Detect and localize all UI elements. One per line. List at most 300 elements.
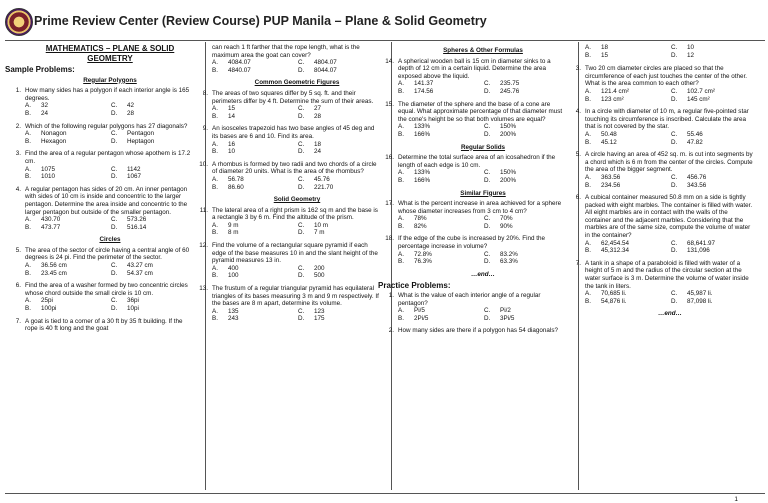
choice-value: 9 m — [228, 221, 239, 229]
choices — [585, 88, 755, 103]
choices — [398, 123, 568, 138]
choice-value: 63.3% — [500, 258, 518, 266]
question-body — [398, 101, 568, 139]
choice-value: 500 — [314, 272, 325, 280]
choice-letter: A. — [398, 123, 404, 131]
choice-value: 36pi — [127, 297, 139, 305]
question-number: 4. — [15, 185, 21, 193]
choice-letter: B. — [212, 229, 218, 237]
question-body — [585, 65, 755, 103]
question — [388, 327, 568, 335]
choice-letter: D. — [111, 305, 118, 313]
question-body — [25, 186, 195, 232]
choice-letter: A. — [25, 130, 31, 138]
choice-value: 200 — [314, 264, 325, 272]
question-number: 6. — [15, 282, 21, 290]
choices — [25, 262, 195, 277]
question — [575, 65, 755, 103]
question-text: Find the area of a washer formed by two concentric circles whose chord outside the small circle is 10 cm. — [25, 282, 188, 297]
choice-value: 68,641.97 — [687, 239, 716, 247]
choice-letter: A. — [212, 140, 218, 148]
question-number: 8. — [202, 89, 208, 97]
choice-value: Hexagon — [41, 137, 67, 145]
choice-letter: D. — [484, 314, 491, 322]
choice-value: Pi/5 — [414, 307, 425, 315]
choice-letter: D. — [111, 137, 118, 145]
choice-value: 28 — [127, 109, 135, 117]
topic-heading: Spheres & Other Formulas — [443, 47, 523, 54]
question-text: Find the area of a regular pentagon whose apothem is 17.2 cm. — [25, 150, 191, 165]
choice-letter: B. — [398, 258, 404, 266]
choice-letter: C. — [671, 87, 678, 95]
choice-value: 55.46 — [687, 130, 703, 138]
question-body — [25, 87, 195, 117]
choice-value: Nonagon — [41, 130, 67, 138]
topic-heading: Common Geometric Figures — [254, 79, 340, 87]
question — [15, 122, 195, 146]
choice-value: 27 — [314, 105, 322, 113]
question-number: 2. — [388, 327, 394, 335]
choice-letter: D. — [298, 183, 305, 191]
choice-value: 3Pi/5 — [500, 314, 515, 322]
choice-letter: A. — [585, 87, 591, 95]
choice-value: 86.60 — [228, 183, 244, 191]
question-text: A circle having an area of 452 sq. m. is cut into segments by a chord which is 6 m from the center of the circles. Compute the area of the bigger segment. — [585, 151, 753, 174]
choice-value: 141.37 — [414, 80, 434, 88]
topic-heading: Solid Geometry — [273, 196, 321, 204]
question-text: The areas of two squares differ by 5 sq. ft. and their perimeters differ by 4 ft. Determine the sum of their areas. — [212, 89, 374, 105]
choice-letter: C. — [671, 290, 678, 298]
question-continued: can reach 1 ft farther that the rope length, what is the maximum area the goat can cover? — [212, 44, 360, 59]
choice-letter: C. — [671, 130, 678, 138]
question-body — [25, 123, 195, 146]
choice-value: 10 — [228, 148, 236, 156]
choice-value: 72.8% — [414, 250, 432, 258]
question-text: The lateral area of a right prism is 162 sq m and the base is a rectangle 3 by 6 m. Find the altitude of the prism. — [212, 206, 378, 222]
choice-letter: D. — [111, 173, 118, 181]
choice-letter: C. — [298, 175, 305, 183]
choices — [585, 174, 755, 189]
choices — [585, 44, 755, 59]
choice-letter: C. — [484, 250, 491, 258]
choice-letter: C. — [111, 262, 118, 270]
question — [15, 185, 195, 232]
choice-value: 133% — [414, 123, 431, 131]
question-text: The area of the sector of circle having a central angle of 60 degrees is 24 pi. Find the perimeter of the sector. — [25, 246, 190, 262]
question-body — [212, 125, 382, 155]
question-number: 2. — [15, 122, 21, 130]
choices — [25, 297, 195, 312]
choice-letter: C. — [484, 215, 491, 223]
choice-value: 18 — [601, 44, 609, 51]
choice-letter: A. — [585, 239, 591, 247]
question-body — [212, 242, 382, 280]
choice-letter: A. — [25, 165, 31, 173]
page-number: 1 — [734, 496, 738, 503]
question-text: In a circle with diameter of 10 m, a regular five-pointed star touching its circumference is inscribed. Calculate the area that is not covered by the star. — [585, 108, 749, 131]
choice-value: 200% — [500, 176, 517, 184]
choice-value: 24 — [314, 148, 322, 156]
choice-letter: A. — [25, 102, 31, 110]
choice-letter: D. — [484, 130, 491, 138]
question-number: 10. — [199, 160, 208, 168]
choice-letter: C. — [298, 221, 305, 229]
choice-value: 400 — [228, 264, 239, 272]
question — [575, 151, 755, 189]
choice-letter: D. — [111, 223, 118, 231]
question — [385, 235, 568, 266]
choice-letter: B. — [25, 269, 31, 277]
topic-heading: Regular Solids — [460, 143, 506, 151]
choice-letter: C. — [298, 307, 305, 315]
choices — [25, 166, 195, 181]
choice-letter: B. — [212, 148, 218, 156]
choice-value: 133% — [414, 169, 431, 177]
choice-letter: B. — [585, 51, 591, 59]
choice-value: 25pi — [41, 297, 53, 305]
choice-value: 245.76 — [500, 87, 520, 95]
choice-value: 62,454.54 — [601, 239, 630, 247]
choice-letter: C. — [484, 169, 491, 177]
choice-value: 243 — [228, 315, 239, 323]
choice-value: 573.26 — [127, 216, 147, 224]
footer-divider — [5, 493, 765, 494]
question-body — [585, 108, 755, 146]
choices — [585, 131, 755, 146]
choice-letter: C. — [484, 80, 491, 88]
question-number: 18. — [385, 235, 394, 243]
choice-value: 234.56 — [601, 181, 621, 189]
choice-value: 23.45 cm — [41, 269, 67, 277]
choice-value: 14 — [228, 112, 236, 120]
question-text: The frustum of a regular triangular pyramid has equilateral triangles of its bases measuring 3 m and 9 m respectively. If the bases are 8 m apart, determine its volume. — [212, 285, 379, 308]
question — [199, 242, 382, 280]
question — [575, 194, 755, 255]
question-number: 5. — [15, 246, 21, 254]
choice-letter: A. — [585, 173, 591, 181]
question — [199, 160, 382, 191]
column-3 — [378, 44, 568, 340]
choice-letter: B. — [585, 181, 591, 189]
subject-title: MATHEMATICS – PLANE & SOLID — [45, 44, 175, 53]
question-body — [212, 207, 382, 237]
question-body — [398, 235, 568, 265]
choice-letter: D. — [298, 229, 305, 237]
choice-letter: D. — [671, 247, 678, 255]
choice-value: 83.2% — [500, 250, 518, 258]
choice-value: 56.78 — [228, 175, 244, 183]
choice-value: 24 — [41, 109, 49, 117]
choices — [585, 290, 755, 305]
choice-value: 166% — [414, 130, 431, 138]
choice-letter: C. — [484, 307, 491, 315]
choice-value: 221.70 — [314, 183, 334, 191]
choice-letter: A. — [398, 80, 404, 88]
topic-heading: Similar Figures — [460, 189, 506, 197]
choice-letter: C. — [298, 140, 305, 148]
question-number: 3. — [575, 65, 581, 73]
choice-value: Pentagon — [127, 130, 154, 138]
choices — [25, 130, 195, 145]
question-body — [25, 150, 195, 180]
choice-value: 150% — [500, 123, 517, 131]
choice-letter: C. — [111, 102, 118, 110]
choice-letter: D. — [298, 148, 305, 156]
choice-letter: B. — [212, 183, 218, 191]
column-2 — [199, 44, 382, 328]
choice-value: 45,312.34 — [601, 247, 630, 255]
choice-value: 1142 — [127, 165, 141, 173]
choice-letter: A. — [585, 44, 591, 51]
choice-letter: D. — [671, 138, 678, 146]
choice-value: Heptagon — [127, 137, 155, 145]
choice-value: 28 — [314, 112, 322, 120]
choice-letter: C. — [671, 173, 678, 181]
choice-letter: D. — [484, 87, 491, 95]
choice-letter: A. — [212, 264, 218, 272]
choice-value: 100 — [228, 272, 239, 280]
choice-value: 7 m — [314, 229, 325, 237]
choice-letter: C. — [111, 297, 118, 305]
choice-value: 102.7 cm² — [687, 87, 715, 95]
choice-letter: C. — [111, 165, 118, 173]
choice-letter: B. — [25, 137, 31, 145]
question-text: An isosceles trapezoid has two base angles of 45 deg and its bases are 6 and 10. Find its area. — [212, 125, 375, 140]
question-body — [585, 151, 755, 189]
choice-value: 150% — [500, 169, 517, 177]
question — [15, 87, 195, 117]
question-text: A tank in a shape of a paraboloid is filled with water of a height of 5 m and the radius of the circular section at the water surface is 3 m. Determine the volume of water inside the tank in liters. — [585, 259, 749, 290]
question-body — [398, 58, 568, 96]
choices — [212, 308, 382, 323]
choice-letter: C. — [298, 264, 305, 272]
choice-value: 45,987 li. — [687, 290, 713, 298]
question-text: What is the value of each interior angle of a regular pentagon? — [398, 292, 541, 307]
choice-letter: D. — [671, 51, 678, 59]
choice-value: 473.77 — [41, 223, 61, 231]
choice-value: 70% — [500, 215, 513, 223]
choice-letter: C. — [671, 44, 678, 51]
choice-letter: D. — [671, 95, 678, 103]
choice-letter: A. — [398, 250, 404, 258]
question-number: 12. — [199, 242, 208, 250]
choice-letter: B. — [398, 87, 404, 95]
question — [15, 150, 195, 181]
question — [202, 125, 382, 156]
choice-value: 90% — [500, 222, 513, 230]
choice-value: 4840.07 — [228, 66, 251, 74]
choice-value: Pi/2 — [500, 307, 511, 315]
choices — [212, 222, 382, 237]
question-number: 4. — [575, 108, 581, 116]
choice-letter: A. — [212, 105, 218, 113]
section-heading: Practice Problems: — [378, 281, 451, 291]
choice-letter: B. — [25, 173, 31, 181]
choice-letter: C. — [111, 216, 118, 224]
choices — [212, 265, 382, 280]
question-text: The diameter of the sphere and the base of a cone are equal. What approximate percentage of that diameter must the cone's height be so that both volumes are equal? — [398, 100, 563, 123]
choice-letter: C. — [111, 130, 118, 138]
choice-letter: A. — [585, 130, 591, 138]
question-text: A regular pentagon has sides of 20 cm. An inner pentagon with sides of 10 cm is inside and concentric to the larger pentagon. Determine the area inside and concentric to the larger pentagon but outside of the smaller pentagon. — [25, 185, 188, 216]
choice-value: 70,685 li. — [601, 290, 627, 298]
question-text: Determine the total surface area of an icosahedron if the length of each edge is 10 cm. — [398, 154, 556, 169]
choice-value: 78% — [414, 215, 427, 223]
choice-value: 15 — [601, 51, 609, 59]
choice-letter: C. — [671, 239, 678, 247]
choice-letter: D. — [298, 66, 305, 74]
question-body — [585, 260, 755, 306]
choice-value: 18 — [314, 140, 322, 148]
choice-letter: B. — [25, 223, 31, 231]
question-body — [212, 90, 382, 120]
question-body — [25, 282, 195, 312]
question-number: 1. — [15, 87, 21, 95]
choice-letter: D. — [671, 297, 678, 305]
subject-title-2: GEOMETRY — [87, 54, 133, 63]
question-body — [398, 200, 568, 230]
question-body — [398, 154, 568, 184]
choice-letter: D. — [298, 112, 305, 120]
question-text: How many sides has a polygon if each interior angle is 165 degrees. — [25, 87, 190, 102]
choice-letter: A. — [398, 215, 404, 223]
choice-value: 166% — [414, 176, 431, 184]
choice-value: 54,876 li. — [601, 297, 627, 305]
question-body — [585, 194, 755, 255]
choice-value: 50.48 — [601, 130, 617, 138]
choice-letter: B. — [585, 297, 591, 305]
choice-value: 200% — [500, 130, 517, 138]
question-number: 15. — [385, 100, 394, 108]
choice-value: 1067 — [127, 173, 142, 181]
choice-letter: B. — [585, 138, 591, 146]
choices — [212, 176, 382, 191]
question — [199, 206, 382, 237]
choice-letter: A. — [212, 175, 218, 183]
choice-value: 8 m — [228, 229, 239, 237]
school-seal-icon — [5, 8, 33, 36]
question-body — [212, 285, 382, 323]
choices — [398, 80, 568, 95]
choice-value: 10pi — [127, 305, 139, 313]
choice-letter: D. — [111, 269, 118, 277]
choice-letter: B. — [212, 66, 218, 74]
choice-value: 45.12 — [601, 138, 617, 146]
question — [575, 259, 755, 306]
choice-value: 82% — [414, 222, 427, 230]
question-text: A spherical wooden ball is 15 cm in diameter sinks to a depth of 12 cm in a certain liquid. Determine the area exposed above the liquid. — [398, 57, 551, 80]
question-text: How many sides are there if a polygon has 54 diagonals? — [398, 327, 558, 335]
choices — [212, 141, 382, 156]
choice-value: 100pi — [41, 305, 57, 313]
choice-value: 4084.07 — [228, 59, 251, 67]
choice-value: 76.3% — [414, 258, 432, 266]
choice-value: 10 — [687, 44, 695, 51]
choice-value: 43.27 cm — [127, 262, 153, 270]
question-number: 16. — [385, 154, 394, 162]
question-body — [398, 292, 568, 322]
question — [385, 154, 568, 184]
question-text: Which of the following regular polygons has 27 diagonals? — [25, 122, 188, 130]
choice-letter: A. — [585, 290, 591, 298]
choice-letter: B. — [25, 109, 31, 117]
choice-letter: C. — [298, 105, 305, 113]
question-body — [25, 318, 195, 333]
question-number: 9. — [202, 125, 208, 133]
choices — [212, 59, 382, 74]
question-number: 3. — [15, 150, 21, 158]
question-body — [25, 247, 195, 277]
choice-value: 16 — [228, 140, 236, 148]
choice-letter: C. — [298, 59, 305, 67]
choice-value: 1010 — [41, 173, 56, 181]
question — [388, 292, 568, 322]
choice-value: 343.56 — [687, 181, 707, 189]
question-body — [212, 161, 382, 191]
choice-letter: B. — [398, 222, 404, 230]
choice-letter: D. — [298, 315, 305, 323]
choice-value: 1075 — [41, 165, 56, 173]
question — [575, 108, 755, 146]
choice-value: 15 — [228, 105, 236, 113]
question-number: 7. — [15, 317, 21, 325]
question — [15, 246, 195, 277]
choices — [585, 240, 755, 255]
choices — [25, 102, 195, 117]
question-text: A cubical container measured 50.8 mm on a side is tightly packed with eight marbles. The container is filled with water. All eight marbles are in contact with the walls of the container and the adjacent marbles. Considering that the marbles are of the same size, compute the volume of water in the container? — [585, 194, 753, 240]
choice-value: 10 m — [314, 221, 328, 229]
choice-letter: D. — [111, 109, 118, 117]
choice-letter: D. — [484, 258, 491, 266]
choice-letter: B. — [212, 315, 218, 323]
choices — [398, 251, 568, 266]
choice-letter: A. — [212, 59, 218, 67]
question-number: 1. — [388, 292, 394, 300]
choice-value: 123 cm² — [601, 95, 624, 103]
choice-value: 45.76 — [314, 175, 330, 183]
choice-letter: A. — [212, 221, 218, 229]
question-number: 14. — [385, 57, 394, 65]
choice-letter: B. — [25, 305, 31, 313]
choice-letter: B. — [398, 130, 404, 138]
choice-letter: D. — [484, 222, 491, 230]
choice-value: 8044.07 — [314, 66, 337, 74]
end-marker: …end… — [658, 310, 682, 318]
choice-letter: C. — [484, 123, 491, 131]
question-number: 7. — [575, 259, 581, 267]
choice-letter: B. — [212, 272, 218, 280]
column-1 — [5, 44, 195, 338]
choice-value: 363.56 — [601, 173, 621, 181]
choice-value: 135 — [228, 307, 239, 315]
question — [385, 57, 568, 96]
question-number: 5. — [575, 151, 581, 159]
choice-value: 430.70 — [41, 216, 61, 224]
choice-value: 42 — [127, 102, 135, 110]
choice-letter: A. — [25, 216, 31, 224]
choice-letter: B. — [398, 176, 404, 184]
question — [202, 89, 382, 120]
column-4 — [575, 44, 755, 322]
question-text: Two 20 cm diameter circles are placed so that the circumference of each just touches the center of the other. What is the area common to each other? — [585, 65, 748, 88]
choice-value: 47.82 — [687, 138, 703, 146]
question-text: Find the volume of a rectangular square pyramid if each edge of the base measures 10 in and the slant height of the pyramid measures 13 in. — [212, 242, 378, 265]
choice-value: 145 cm² — [687, 95, 710, 103]
question-text: What is the percent increase in area achieved for a sphere whose diameter increases from 3 cm to 4 cm? — [398, 200, 562, 215]
question-number: 11. — [199, 206, 208, 214]
choice-letter: B. — [585, 247, 591, 255]
question-text: A rhombus is formed by two radii and two chords of a circle of diameter 20 units. What is the area of the rhombus? — [212, 160, 377, 176]
